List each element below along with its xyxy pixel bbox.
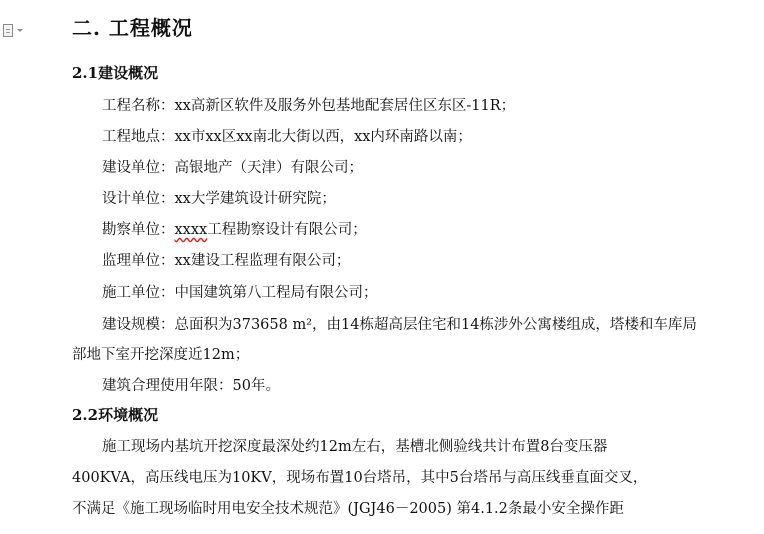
spellcheck-flagged-text: xxxx — [174, 222, 208, 238]
survey-line — [102, 218, 367, 239]
designer-line: 设计单位：xx大学建筑设计研究院； — [102, 191, 336, 207]
chapter-heading: 二. 工程概况 — [72, 16, 193, 40]
survey-company: 工程勘察设计有限公司； — [207, 222, 367, 238]
project-location-line: 工程地点：xx市xx区xx南北大街以西，xx内环南路以南； — [102, 129, 472, 145]
environment-paragraph-line-3: 不满足《施工现场临时用电安全技术规范》(JGJ46－2005) 第4.1.2条最小安全操作距 — [72, 501, 624, 517]
scale-line-continued: 部地下室开挖深度近12m； — [72, 347, 250, 363]
chevron-down-icon — [17, 29, 23, 32]
environment-paragraph-line-2: 400KVA，高压线电压为10KV，现场布置10台塔吊，其中5台塔吊与高压线垂直面交叉， — [72, 470, 648, 486]
project-name-line: 工程名称：xx高新区软件及服务外包基地配套居住区东区-11R； — [102, 98, 516, 114]
environment-paragraph-line-1: 施工现场内基坑开挖深度最深处约12m左右，基槽北侧验线共计布置8台变压器 — [102, 439, 608, 455]
document-icon — [3, 24, 13, 37]
scale-line: 建设规模：总面积为373658 m²，由14栋超高层住宅和14栋涉外公寓楼组成，塔楼和车库局 — [102, 317, 697, 333]
document-outline-control[interactable] — [3, 21, 31, 39]
service-life-line: 建筑合理使用年限：50年。 — [102, 378, 280, 394]
supervisor-line: 监理单位：xx建设工程监理有限公司； — [102, 253, 351, 269]
survey-label: 勘察单位： — [102, 222, 175, 238]
contractor-line: 施工单位：中国建筑第八工程局有限公司； — [102, 285, 378, 301]
section-heading-2-1: 2.1建设概况 — [72, 64, 159, 82]
owner-line: 建设单位：高银地产（天津）有限公司； — [102, 160, 363, 176]
section-heading-2-2: 2.2环境概况 — [72, 406, 159, 424]
